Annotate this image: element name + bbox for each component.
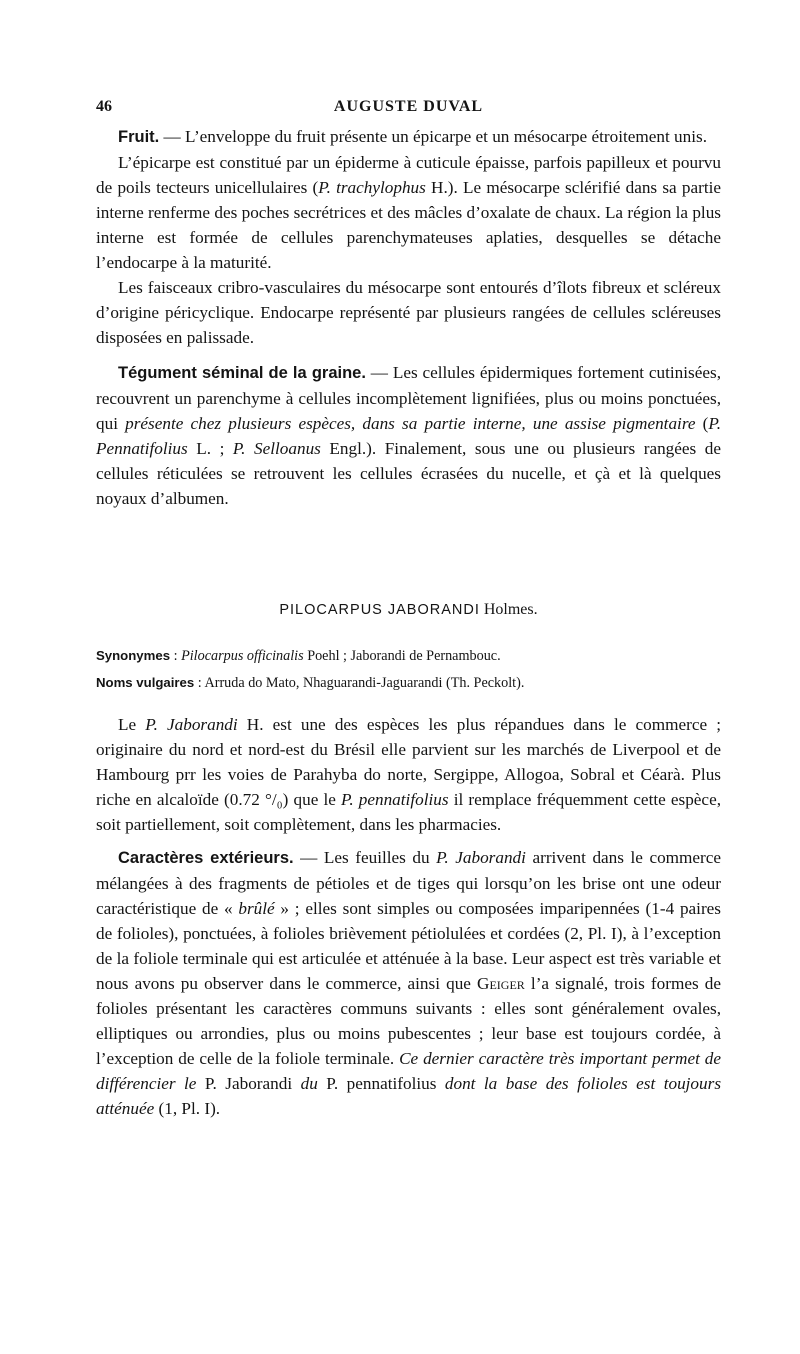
species-pennatifolius: P. Pennatifolius <box>96 414 721 458</box>
caracteres-paragraph <box>96 845 721 1121</box>
author-geiger: Geiger <box>477 974 525 993</box>
fruit-paragraph-2 <box>96 150 721 275</box>
caracteres-text-b: arrivent dans le commerce mélangées à des fragments de pétioles et de tiges qui lorsqu’on les brise ont une odeur caractéristique de « <box>96 848 722 918</box>
fruit-text-2b: H.). Le mésocarpe sclérifié dans sa partie interne renferme des poches secrétrices et des mâcles d’oxalate de chaux. La région la plus interne est formée de cellules parenchymateuses aplaties, desquelles se détache l’endocarpe à la maturité. <box>96 178 721 272</box>
caracteres-italic-3: dont la base des folioles est toujours atténuée <box>96 1074 722 1118</box>
species-author: Holmes. <box>483 601 538 618</box>
section-title <box>96 601 721 619</box>
caracteres-text-e: P. Jaborandi <box>196 1074 301 1093</box>
tegument-text-4: Engl.). Finalement, sous une ou plusieurs rangées de cellules réticulées se retrouvent les cellules écrasées du nucelle, et çà et là quelques noyaux d’albumen. <box>96 439 721 508</box>
synonym-species: Pilocarpus officinalis <box>181 648 304 664</box>
tegument-text-3: L. ; <box>187 439 233 458</box>
intro-paragraph <box>96 712 721 837</box>
synonyms-label: Synonymes <box>96 648 171 663</box>
caracteres-text-d: l’a signalé, trois formes de folioles présentant les caractères communs suivants : elles sont généralement ovales, elliptiques ou arrondies, plus ou moins pubescentes ; leur base est toujours cordée, à l’exception de celle de la foliole terminale. <box>96 974 721 1068</box>
synonyms-line <box>96 646 721 666</box>
synonyms-sep: : <box>170 648 182 664</box>
tegument-text-1: — Les cellules épidermiques fortement cutinisées, recouvrent un parenchyme à cellules incomplètement lignifiées, plus ou moins ponctuées, qui <box>96 363 721 433</box>
fruit-paragraph-1 <box>96 124 721 150</box>
caracteres-text-c: » ; elles sont simples ou composées imparipennées (1-4 paires de folioles), ponctuées, à folioles brièvement pétiolulées et cordées (2, Pl. I), à l’exception de la foliole terminale qui est articulée et atténuée à la base. Leur aspect est très variable et nous avons pu observer dans le commerce, ainsi que <box>96 899 721 993</box>
fruit-text-2a: L’épicarpe est constitué par un épiderme à cuticule épaisse, parfois papilleux et pourvu de poils tecteurs unicellulaires ( <box>96 153 721 197</box>
caracteres-italic-2: du <box>300 1074 318 1093</box>
running-title: AUGUSTE DUVAL <box>333 98 484 115</box>
synonyms-text: Poehl ; Jaborandi de Pernambouc. <box>303 648 501 664</box>
species-jaborandi-2: P. Jaborandi <box>436 848 526 867</box>
intro-text-b: H. est une des espèces les plus répandues dans le commerce ; originaire du nord et nord-est du Brésil elle parvient sur les marchés de Liverpool et de Hambourg prr les voies de Parahyba do norte, Sergippe, Allogoa, Sobral et Céarà. Plus riche en alcaloïde (0.72 °/₀) que le <box>96 715 722 809</box>
caracteres-heading: Caractères extérieurs. <box>118 849 294 867</box>
common-names-line <box>96 673 721 693</box>
species-name: PILOCARPUS JABORANDI <box>279 602 480 618</box>
intro-text-a: Le <box>118 715 146 734</box>
tegument-text-2: ( <box>695 414 709 433</box>
caracteres-text-f: P. pennatifolius <box>317 1074 445 1093</box>
caracteres-italic-1: Ce dernier caractère très important permet de différencier le <box>96 1049 721 1093</box>
common-names-label: Noms vulgaires <box>96 675 195 690</box>
intro-text-c: il remplace fréquemment cette espèce, soit partiellement, soit complètement, dans les pharmacies. <box>96 790 721 834</box>
caracteres-text-a: — Les feuilles du <box>293 848 437 867</box>
common-names-text: : Arruda do Mato, Nhaguarandi-Jaguarandi (Th. Peckolt). <box>194 675 525 691</box>
fruit-text-1: — L’enveloppe du fruit présente un épicarpe et un mésocarpe étroitement unis. <box>159 127 707 146</box>
caracteres-text-g: (1, Pl. I). <box>154 1099 221 1118</box>
main-text-upper <box>96 124 721 511</box>
fruit-text-3: Les faisceaux cribro-vasculaires du mésocarpe sont entourés d’îlots fibreux et scléreux d’origine péricyclique. Endocarpe représenté par plusieurs rangées de cellules scléreuses disposées en palissade. <box>96 278 721 347</box>
main-text-lower <box>96 712 721 1121</box>
species-selloanus: P. Selloanus <box>232 439 321 458</box>
tegument-italic: présente chez plusieurs espèces, dans sa partie interne, une assise pigmentaire <box>125 414 696 433</box>
species-pennatifolius-2: P. pennatifolius <box>341 790 449 809</box>
running-header <box>96 98 721 124</box>
species-trachylophus: P. trachylophus <box>318 178 426 197</box>
page-number: 46 <box>96 98 112 115</box>
species-jaborandi: P. Jaborandi <box>145 715 238 734</box>
tegument-paragraph <box>96 360 721 511</box>
tegument-heading: Tégument séminal de la graine. <box>118 364 366 382</box>
fruit-paragraph-3 <box>96 275 721 350</box>
brule-word: brûlé <box>238 899 275 918</box>
fruit-heading: Fruit. <box>118 128 160 146</box>
